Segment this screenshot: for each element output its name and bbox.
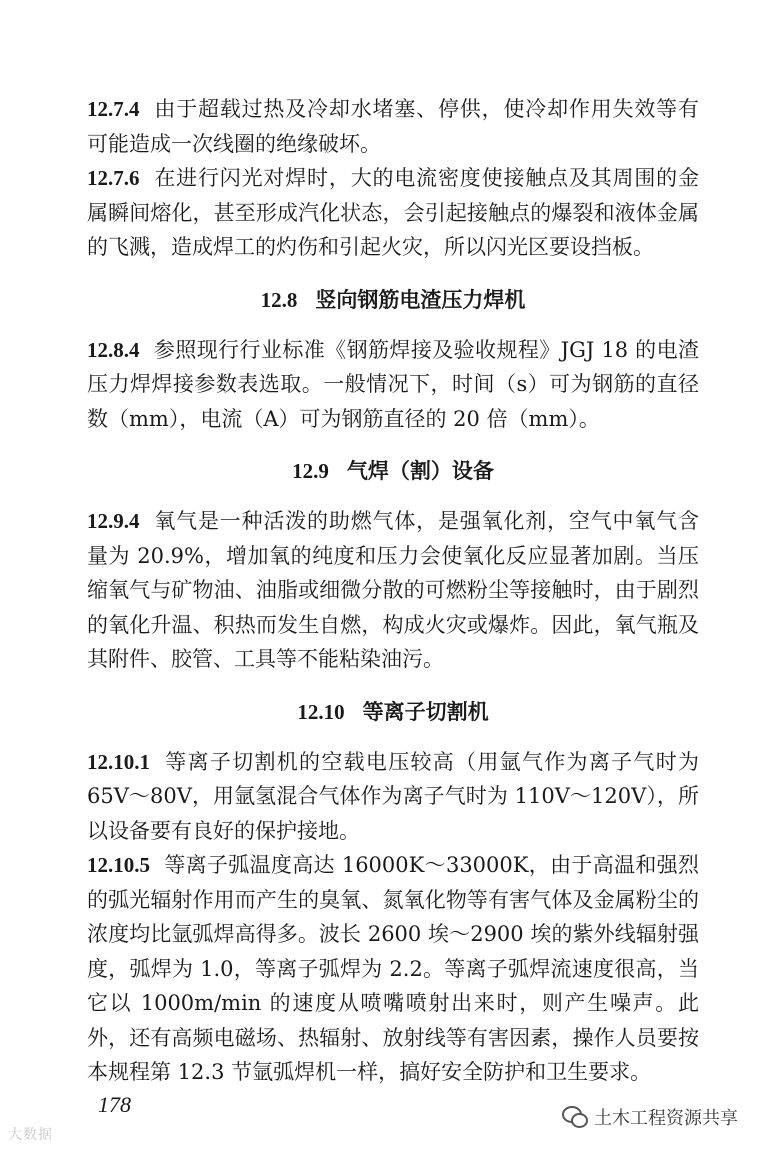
watermark-right-text: 土木工程资源共享 <box>594 1108 738 1129</box>
clause-text: 参照现行行业标准《钢筋焊接及验收规程》JGJ 18 的电渣压力焊焊接参数表选取。一般情况下，时间（s）可为钢筋的直径数（mm），电流（A）可为钢筋直径的 20 倍（mm）。 <box>87 337 699 431</box>
section-title: 等离子切割机 <box>362 698 489 724</box>
watermark-right <box>562 1104 738 1130</box>
section-heading-12-9 <box>87 456 699 486</box>
document-body <box>87 92 699 1090</box>
clause-12-8-4 <box>87 333 699 437</box>
clause-number: 12.10.5 <box>87 853 150 877</box>
section-number: 12.10 <box>297 699 345 724</box>
clause-number: 12.7.4 <box>87 97 140 121</box>
clause-text: 由于超载过热及冷却水堵塞、停供，使冷却作用失效等有可能造成一次线圈的绝缘破坏。 <box>87 97 699 156</box>
page-number: 178 <box>98 1092 131 1117</box>
wechat-icon <box>562 1106 588 1128</box>
watermark-left: 大数据 <box>8 1127 53 1143</box>
section-number: 12.9 <box>292 459 329 483</box>
clause-number: 12.8.4 <box>87 337 140 362</box>
clause-text: 氧气是一种活泼的助燃气体，是强氧化剂，空气中氧气含量为 20.9%，增加氧的纯度和压力会使氧化反应显著加剧。当压缩氧气与矿物油、油脂或细微分散的可燃粉尘等接触时，由于剧烈的氧化升温、积热而发生自燃，构成火灾或爆炸。因此，氧气瓶及其附件、胶管、工具等不能粘染油污。 <box>87 509 699 671</box>
clause-text: 等离子切割机的空载电压较高（用氩气作为离子气时为 65V～80V，用氩氢混合气体作为离子气时为 110V～120V），所以设备要有良好的保护接地。 <box>87 749 699 843</box>
clause-12-10-5 <box>87 848 699 1090</box>
clause-12-10-1 <box>87 745 699 849</box>
clause-12-7-6 <box>87 161 699 265</box>
section-title: 气焊（割）设备 <box>346 458 494 483</box>
section-heading-12-10 <box>87 697 699 727</box>
clause-12-9-4 <box>87 504 699 677</box>
clause-number: 12.9.4 <box>87 509 140 533</box>
clause-number: 12.10.1 <box>87 749 150 774</box>
clause-number: 12.7.6 <box>87 166 140 190</box>
clause-text: 在进行闪光对焊时，大的电流密度使接触点及其周围的金属瞬间熔化，甚至形成汽化状态，会引起接触点的爆裂和液体金属的飞溅，造成焊工的灼伤和引起火灾，所以闪光区要设挡板。 <box>87 166 699 259</box>
section-number: 12.8 <box>260 287 298 312</box>
section-title: 竖向钢筋电渣压力焊机 <box>315 286 526 312</box>
section-heading-12-8 <box>87 285 699 315</box>
clause-12-7-4 <box>87 92 699 161</box>
clause-text: 等离子弧温度高达 16000K～33000K，由于高温和强烈的弧光辐射作用而产生的臭氧、氮氧化物等有害气体及金属粉尘的浓度均比氩弧焊高得多。波长 2600 埃～2900 埃的紫外线辐射强度，弧焊为 1.0，等离子弧焊为 2.2。等离子弧焊流速度很高，当它以 1000m/min 的速度从喷嘴喷射出来时，则产生噪声。此外，还有高频电磁场、热辐射、放射线等有害因素，操作人员要按本规程第 12.3 节氩弧焊机一样，搞好安全防护和卫生要求。 <box>87 853 699 1084</box>
